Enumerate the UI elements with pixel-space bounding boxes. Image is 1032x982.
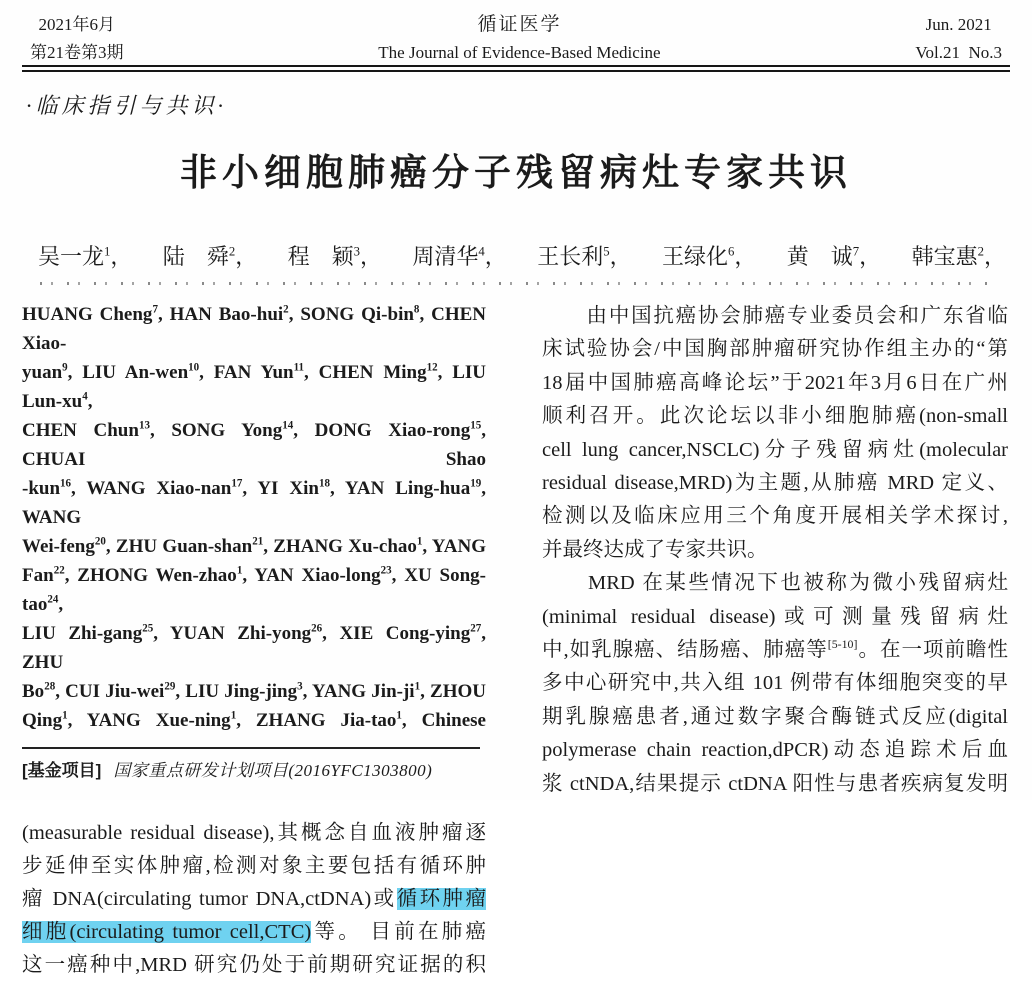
page-header	[30, 11, 1002, 67]
header-issue-en	[915, 11, 1002, 67]
body-line: cell lung cancer,NSCLC)分子残留病灶(molecular	[542, 438, 1008, 461]
authors-en-line: yuan$^9$, LIU An-wen$^{10}$, FAN Yun$^{11}$, CHEN Ming$^{12}$, LIU Lun-$xu^4$,	[22, 361, 486, 412]
journal-volume-cn: 第21卷第3期	[30, 43, 124, 62]
journal-name-en: The Journal of Evidence-Based Medicine	[378, 43, 661, 62]
body-line: residual disease,MRD)为主题,从肺癌 MRD 定义、	[542, 472, 1008, 495]
authors-en-line: CHEN Chun$^{13}$, SONG Yong$^{14}$, DONG Xiao-rong$^{15}$, CHUAI Shao	[22, 419, 487, 470]
section-label: ·临床指引与共识·	[26, 93, 228, 118]
two-column-body	[22, 300, 1008, 982]
author-cn: 周清华$^4$，	[412, 244, 507, 269]
header-divider	[22, 65, 1010, 72]
journal-name-cn: 循证医学	[477, 14, 562, 35]
authors-en-line: -kun$^{16}$, WANG Xiao-nan$^{17}$, YI Xin$^{18}$, YAN Ling-hua$^{19}$, WANG	[22, 477, 486, 528]
body-line: 顺利召开。此次论坛以非小细胞肺癌(non-small	[542, 405, 1008, 428]
body-line: 期乳腺癌患者,通过数字聚合酶链式反应(digital	[542, 705, 1008, 728]
body-line: 瘤 DNA(circulating tumor DNA,ctDNA)或循环肿瘤	[22, 888, 487, 910]
body-line: (minimal residual disease)或可测量残留病灶	[542, 605, 1008, 628]
body-line: 这一癌种中,MRD 研究仍处于前期研究证据的积	[22, 954, 486, 976]
author-cn: 吴一龙$^1$，	[38, 244, 133, 269]
fund-label: [基金项目]	[22, 761, 102, 780]
authors-en-line: LIU Zhi-gang$^{25}$, YUAN Zhi-yong$^{26}$, XIE Cong-ying$^{27}$, ZHU	[22, 622, 486, 673]
body-line: 细胞(circulating tumor cell,CTC)等。 目前在肺癌	[22, 921, 487, 943]
author-cn: 王长利$^5$，	[537, 244, 632, 269]
body-line: 中,如乳腺癌、结肠癌、肺癌等[5-10]。在一项前瞻性	[542, 637, 1008, 662]
body-line: (measurable residual disease),其概念自血液肿瘤逐	[22, 822, 486, 844]
body-line: 多中心研究中,共入组 101 例带有体细胞突变的早	[542, 672, 1008, 695]
fund-text: 国家重点研发计划项目(2016YFC1303800)	[113, 761, 433, 780]
body-line: 18届中国肺癌高峰论坛”于2021年3月6日在广州	[542, 371, 1008, 394]
left-column	[22, 300, 486, 982]
body-line: MRD 在某些情况下也被称为微小残留病灶	[542, 572, 1008, 595]
footnote-divider	[22, 747, 480, 749]
body-line: polymerase chain reaction,dPCR)动态追踪术后血	[542, 739, 1008, 762]
author-cn: 王绿化$^6$，	[661, 244, 757, 269]
journal-date-cn: 2021年6月	[38, 15, 115, 34]
clipped-author-line	[40, 282, 988, 285]
authors-en-line: Bo$^{28}$, CUI Jiu-wei$^{29}$, LIU Jing-jing$^3$, YANG Jin-$ji^1$, ZHOU	[22, 680, 486, 702]
body-line: 床试验协会/中国胸部肿瘤研究协作组主办的“第	[542, 338, 1008, 361]
body-line: 并最终达成了专家共识。	[542, 538, 768, 561]
authors-en-block	[22, 300, 486, 735]
author-cn: 黄 诚$^7$，	[786, 244, 882, 269]
author-cn: 程 颖$^3$，	[287, 244, 382, 269]
journal-date-en: Jun. 2021	[925, 15, 992, 34]
body-line: 步延伸至实体肿瘤,检测对象主要包括有循环肿	[22, 855, 486, 877]
journal-name-block	[378, 11, 660, 67]
authors-en-line: Fan$^{22}$, ZHONG Wen-zhao$^1$, YAN Xiao-long$^{23}$, XU Song-tao$^{24}$,	[22, 564, 487, 615]
body-line: 检测以及临床应用三个角度开展相关学术探讨,	[542, 505, 1008, 528]
authors-en-line: HUANG Cheng$^7$, HAN Bao-hui$^2$, SONG Qi-bin$^8$, CHEN Xiao-	[22, 303, 486, 354]
left-body-paragraph	[22, 817, 486, 982]
body-line: 由中国抗癌协会肺癌专业委员会和广东省临	[542, 305, 1008, 327]
article-title: 非小细胞肺癌分子残留病灶专家共识	[180, 152, 852, 193]
body-line: 浆 ctNDA,结果提示 ctDNA 阳性与患者疾病复发明	[542, 772, 1008, 795]
fund-note	[22, 759, 486, 783]
authors-en-line: Wei-feng$^{20}$, ZHU Guan-shan$^{21}$, ZHANG Xu-chao$^1$, YANG	[22, 535, 486, 557]
journal-volume-en: Vol.21 No.3	[915, 43, 1002, 62]
authors-cn-row	[38, 240, 1006, 271]
author-cn: 陆 舜$^2$，	[162, 244, 258, 269]
header-issue-cn	[30, 11, 124, 67]
right-column	[542, 300, 1008, 982]
authors-en-line: Qing$^1$, YANG Xue-ning$^1$, ZHANG Jia-tao$^1$, Chinese	[22, 709, 486, 731]
author-cn: 韩宝惠$^2$，	[911, 244, 1006, 269]
